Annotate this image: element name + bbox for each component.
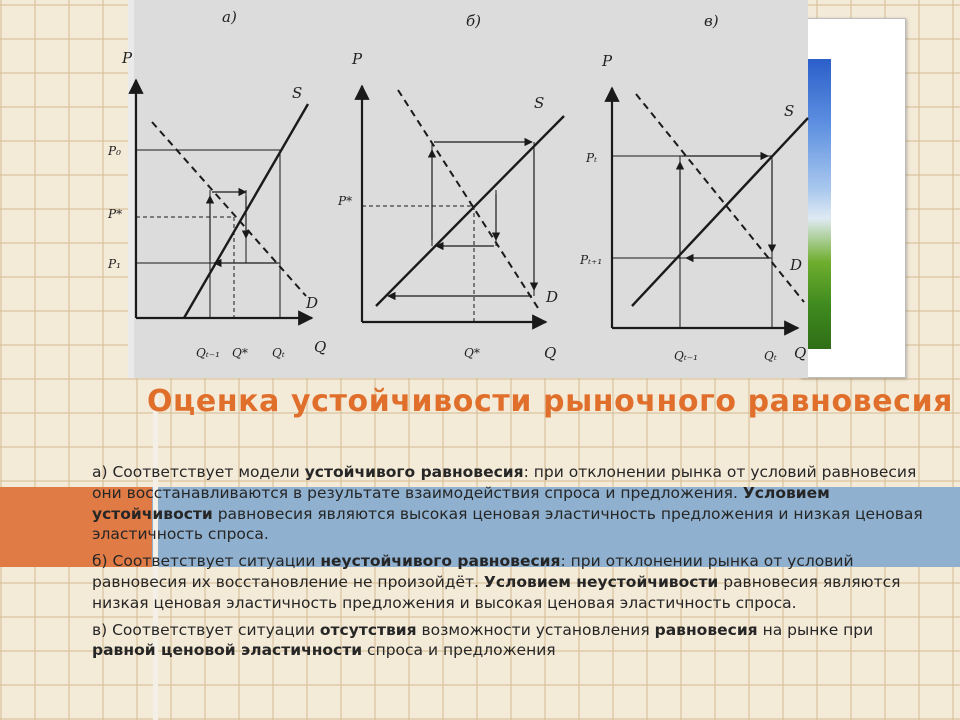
panel-c-demand-line xyxy=(636,94,804,302)
panel-a-y-axis-label: P xyxy=(122,49,133,67)
panel-b-price-label-0: P* xyxy=(338,194,353,208)
panel-c-price-label-0: Pₜ xyxy=(586,151,598,165)
panel-a-supply-label: S xyxy=(292,84,303,102)
panel-a-demand-label: D xyxy=(306,294,319,312)
paragraph-b-seg-1: неустойчивого равновесия xyxy=(320,552,561,571)
panel-c-x-axis-label: Q xyxy=(794,344,807,362)
panel-a-quantity-label-0: Qₜ₋₁ xyxy=(196,346,220,360)
panel-b-supply-label: S xyxy=(534,94,545,112)
panel-c-label: в) xyxy=(704,12,719,30)
panel-c-demand-label: D xyxy=(790,256,803,274)
panel-c xyxy=(579,12,808,363)
panel-c-supply-line xyxy=(632,118,808,306)
paragraph-a-prefix: а) xyxy=(92,463,108,481)
panel-c-price-label-1: Pₜ₊₁ xyxy=(580,253,603,267)
slide-body xyxy=(92,462,924,667)
panel-b-demand-label: D xyxy=(546,288,559,306)
panel-c-supply-label: S xyxy=(784,102,795,120)
paragraph-c-seg-6: спроса и предложения xyxy=(362,641,556,660)
paragraph-b-seg-0: Соответствует ситуации xyxy=(107,552,321,571)
paragraph-c xyxy=(92,620,924,662)
stability-diagrams xyxy=(108,0,808,378)
paragraph-a-seg-3: Условием устойчивости xyxy=(92,483,830,523)
slide-title: Оценка устойчивости рыночного равновесия xyxy=(146,384,954,419)
panel-a-quantity-label-1: Q* xyxy=(232,346,248,360)
paragraph-c-seg-5: равной ценовой эластичности xyxy=(92,641,363,660)
panel-b-x-axis-label: Q xyxy=(544,344,557,362)
paragraph-c-prefix: в) xyxy=(92,620,108,639)
landscape-photo xyxy=(800,18,906,378)
paragraph-a-seg-0: Соответствует модели xyxy=(107,463,305,481)
paragraph-c-seg-3: равновесия xyxy=(654,620,758,639)
panel-a-price-label-1: P* xyxy=(108,207,123,221)
panel-a xyxy=(107,8,326,360)
panel-a-label: а) xyxy=(222,8,237,26)
panel-b-label: б) xyxy=(466,12,482,30)
paragraph-c-seg-0: Соответствует ситуации xyxy=(107,620,320,639)
paragraph-a-seg-2: : при отклонении рынка от условий равновесия они восстанавливаются в результате взаимодействия спроса и предложения. xyxy=(92,463,917,502)
panel-c-y-axis-label: P xyxy=(602,52,613,70)
paragraph-c-seg-1: отсутствия xyxy=(319,620,417,639)
paragraph-a xyxy=(92,462,924,545)
paragraph-b-seg-4: равновесия являются низкая ценовая эластичность предложения и высокая ценовая эластичность спроса. xyxy=(92,572,901,612)
paragraph-c-seg-2: возможности установления xyxy=(416,620,655,639)
panel-a-quantity-label-2: Qₜ xyxy=(272,346,285,360)
panel-c-quantity-label-0: Qₜ₋₁ xyxy=(674,349,698,363)
panel-b-demand-line xyxy=(398,90,538,308)
panel-a-x-axis-label: Q xyxy=(314,338,327,356)
paragraph-b-prefix: б) xyxy=(92,552,108,571)
panel-b xyxy=(337,12,564,362)
paragraph-c-seg-4: на рынке при xyxy=(757,620,874,639)
panel-b-supply-line xyxy=(376,116,564,306)
panel-a-price-label-2: P₁ xyxy=(108,257,121,271)
panel-c-quantity-label-1: Qₜ xyxy=(764,349,777,363)
paragraph-a-seg-4: равновесия являются высокая ценовая эластичность предложения и низкая ценовая эластичность спроса. xyxy=(92,504,923,544)
panel-a-price-label-0: P₀ xyxy=(108,144,121,158)
panel-b-y-axis-label: P xyxy=(352,50,363,68)
paragraph-b xyxy=(92,551,924,613)
paragraph-b-seg-3: Условием неустойчивости xyxy=(483,572,719,591)
paragraph-a-seg-1: устойчивого равновесия xyxy=(304,463,524,481)
paragraph-b-seg-2: : при отклонении рынка от условий равновесия их восстановление не произойдёт. xyxy=(92,552,854,591)
panel-b-quantity-label-0: Q* xyxy=(464,346,480,360)
